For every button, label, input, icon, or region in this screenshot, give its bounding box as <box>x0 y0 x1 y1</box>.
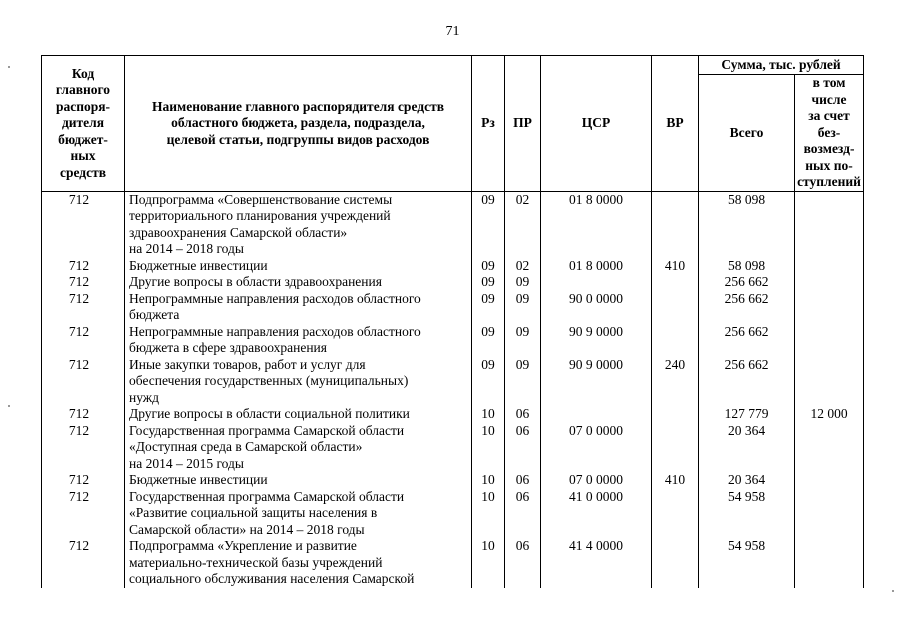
cell-name-line: Непрограммные направления расходов областного <box>129 290 421 306</box>
cell-name <box>125 423 472 473</box>
cell-csr: 90 9 0000 <box>541 324 652 357</box>
cell-vr <box>652 274 699 291</box>
header-code-line: главного <box>55 82 111 97</box>
cell-name-line: бюджета <box>129 307 180 322</box>
cell-name-line: Другие вопросы в области социальной политики <box>129 406 410 421</box>
header-code-line: дителя <box>61 115 105 130</box>
cell-code: 712 <box>42 489 125 539</box>
header-rz: Рз <box>472 56 505 192</box>
header-name-line: Наименование главного распорядителя средств <box>151 98 444 114</box>
cell-csr: 01 8 0000 <box>541 258 652 275</box>
cell-code: 712 <box>42 406 125 423</box>
cell-pr: 02 <box>505 258 541 275</box>
cell-rz: 09 <box>472 324 505 357</box>
cell-name-line: Подпрограмма «Укрепление и развитие <box>129 538 357 553</box>
cell-pr: 06 <box>505 406 541 423</box>
scan-speck <box>892 590 894 592</box>
cell-vr: 410 <box>652 472 699 489</box>
cell-csr <box>541 274 652 291</box>
header-total: Всего <box>699 75 795 192</box>
cell-code: 712 <box>42 191 125 258</box>
header-code-line: бюджет- <box>58 131 108 147</box>
cell-name-line: Непрограммные направления расходов областного <box>129 323 421 339</box>
header-free-line: за счет без- <box>808 108 850 140</box>
cell-pr: 06 <box>505 489 541 539</box>
cell-name-line: «Доступная среда в Самарской области» <box>129 439 363 454</box>
header-code-line: ных <box>70 148 96 163</box>
header-code <box>42 56 125 192</box>
header-csr: ЦСР <box>541 56 652 192</box>
cell-name <box>125 538 472 588</box>
cell-code: 712 <box>42 357 125 407</box>
cell-total: 127 779 <box>699 406 795 423</box>
cell-pr: 09 <box>505 291 541 324</box>
cell-name-line: Бюджетные инвестиции <box>129 257 268 273</box>
cell-csr: 41 0 0000 <box>541 489 652 539</box>
cell-code: 712 <box>42 258 125 275</box>
cell-rz: 09 <box>472 291 505 324</box>
cell-total: 54 958 <box>699 538 795 588</box>
cell-rz: 10 <box>472 472 505 489</box>
cell-rz: 10 <box>472 489 505 539</box>
table-row <box>42 357 864 407</box>
cell-name-line: социального обслуживания населения Самарской <box>129 571 415 586</box>
cell-total: 256 662 <box>699 274 795 291</box>
table-row <box>42 191 864 258</box>
cell-total: 256 662 <box>699 291 795 324</box>
cell-name-line: «Развитие социальной защиты населения в <box>129 505 378 520</box>
cell-free <box>795 489 864 539</box>
cell-vr <box>652 191 699 258</box>
cell-csr: 07 0 0000 <box>541 423 652 473</box>
cell-vr: 240 <box>652 357 699 407</box>
cell-code: 712 <box>42 538 125 588</box>
cell-rz: 10 <box>472 423 505 473</box>
cell-rz: 09 <box>472 191 505 258</box>
table-row <box>42 406 864 423</box>
cell-code: 712 <box>42 324 125 357</box>
header-name-line: целевой статьи, подгруппы видов расходов <box>166 131 430 147</box>
cell-name <box>125 489 472 539</box>
cell-csr <box>541 406 652 423</box>
budget-sheet <box>41 55 863 588</box>
cell-name-line: территориального планирования учреждений <box>129 208 391 223</box>
cell-name <box>125 472 472 489</box>
cell-free: 12 000 <box>795 406 864 423</box>
cell-vr <box>652 489 699 539</box>
cell-name-line: Самарской области» на 2014 – 2018 годы <box>129 521 365 537</box>
table-body <box>42 191 864 588</box>
header-code-line: Код <box>71 65 95 81</box>
table-header <box>42 56 864 192</box>
cell-free <box>795 258 864 275</box>
cell-free <box>795 472 864 489</box>
cell-vr <box>652 423 699 473</box>
cell-code: 712 <box>42 423 125 473</box>
scan-speck <box>8 66 10 68</box>
cell-name <box>125 406 472 423</box>
cell-free <box>795 423 864 473</box>
cell-pr: 09 <box>505 274 541 291</box>
table-row <box>42 423 864 473</box>
cell-name-line: на 2014 – 2018 годы <box>129 241 244 256</box>
cell-name-line: Подпрограмма «Совершенствование системы <box>129 191 393 207</box>
header-free-line: ных по- <box>805 157 853 173</box>
scan-speck <box>8 405 10 407</box>
cell-name <box>125 357 472 407</box>
cell-name <box>125 324 472 357</box>
cell-pr: 09 <box>505 324 541 357</box>
cell-pr: 02 <box>505 191 541 258</box>
header-vr: ВР <box>652 56 699 192</box>
cell-vr: 410 <box>652 258 699 275</box>
cell-name <box>125 274 472 291</box>
header-free <box>795 75 864 192</box>
header-free-line: возмезд- <box>803 141 855 156</box>
header-code-line: средств <box>59 164 107 180</box>
header-pr: ПР <box>505 56 541 192</box>
cell-name-line: Бюджетные инвестиции <box>129 472 268 487</box>
cell-csr: 41 4 0000 <box>541 538 652 588</box>
cell-vr <box>652 291 699 324</box>
header-sum-group: Сумма, тыс. рублей <box>699 56 864 75</box>
cell-free <box>795 291 864 324</box>
cell-code: 712 <box>42 472 125 489</box>
cell-total: 54 958 <box>699 489 795 539</box>
table-row <box>42 472 864 489</box>
cell-vr <box>652 406 699 423</box>
budget-table <box>41 55 864 588</box>
cell-pr: 06 <box>505 538 541 588</box>
cell-name-line: обеспечения государственных (муниципальных) <box>129 373 409 388</box>
cell-total: 58 098 <box>699 191 795 258</box>
header-name-line: областного бюджета, раздела, подраздела, <box>171 115 425 130</box>
cell-code: 712 <box>42 291 125 324</box>
cell-name-line: Государственная программа Самарской области <box>129 422 405 438</box>
cell-rz: 09 <box>472 274 505 291</box>
cell-vr <box>652 538 699 588</box>
cell-name <box>125 291 472 324</box>
cell-name-line: Государственная программа Самарской области <box>129 488 405 504</box>
cell-name <box>125 258 472 275</box>
cell-pr: 06 <box>505 472 541 489</box>
table-row <box>42 489 864 539</box>
cell-name-line: нужд <box>129 389 159 405</box>
cell-total: 20 364 <box>699 472 795 489</box>
header-free-line: в том числе <box>811 75 847 107</box>
cell-name <box>125 191 472 258</box>
table-row <box>42 274 864 291</box>
cell-total: 20 364 <box>699 423 795 473</box>
cell-vr <box>652 324 699 357</box>
cell-csr: 90 0 0000 <box>541 291 652 324</box>
cell-csr: 07 0 0000 <box>541 472 652 489</box>
table-row <box>42 258 864 275</box>
cell-code: 712 <box>42 274 125 291</box>
cell-csr: 01 8 0000 <box>541 191 652 258</box>
cell-total: 256 662 <box>699 357 795 407</box>
cell-free <box>795 324 864 357</box>
cell-rz: 10 <box>472 538 505 588</box>
table-row <box>42 538 864 588</box>
page-number: 71 <box>445 24 460 39</box>
cell-rz: 09 <box>472 258 505 275</box>
cell-name-line: Иные закупки товаров, работ и услуг для <box>129 356 366 372</box>
cell-free <box>795 191 864 258</box>
cell-name-line: здравоохранения Самарской области» <box>129 224 348 240</box>
cell-csr: 90 9 0000 <box>541 357 652 407</box>
table-row <box>42 324 864 357</box>
cell-total: 256 662 <box>699 324 795 357</box>
cell-name-line: материально-технической базы учреждений <box>129 554 383 570</box>
cell-free <box>795 357 864 407</box>
cell-pr: 06 <box>505 423 541 473</box>
cell-total: 58 098 <box>699 258 795 275</box>
cell-name-line: Другие вопросы в области здравоохранения <box>129 274 382 289</box>
header-name <box>125 56 472 192</box>
header-free-line: ступлений <box>797 174 861 189</box>
cell-name-line: бюджета в сфере здравоохранения <box>129 340 327 355</box>
header-code-line: распоря- <box>55 98 111 114</box>
table-row <box>42 291 864 324</box>
cell-pr: 09 <box>505 357 541 407</box>
cell-name-line: на 2014 – 2015 годы <box>129 455 244 471</box>
cell-rz: 10 <box>472 406 505 423</box>
cell-free <box>795 274 864 291</box>
cell-rz: 09 <box>472 357 505 407</box>
cell-free <box>795 538 864 588</box>
